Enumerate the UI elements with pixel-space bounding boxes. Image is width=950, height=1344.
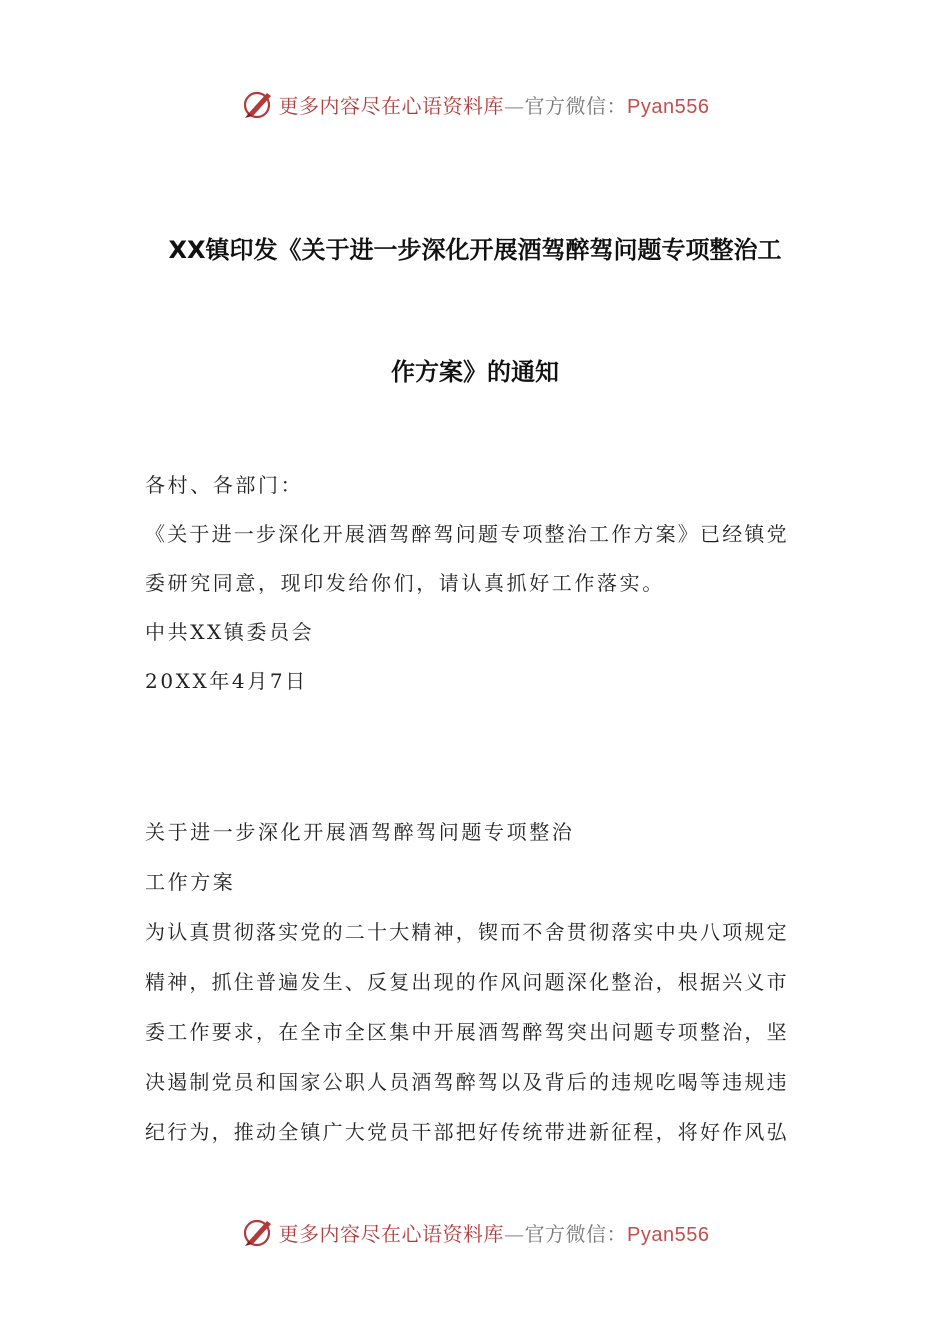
- banner-separator: —: [504, 1221, 525, 1246]
- banner-wechat-id: Pyan556: [627, 1223, 710, 1246]
- banner-text-group: [279, 90, 710, 119]
- banner-text-group: [279, 1218, 710, 1247]
- document-title-line-1: XX镇印发《关于进一步深化开展酒驾醉驾问题专项整治工: [168, 236, 782, 264]
- plan-body-line-1: 为认真贯彻落实党的二十大精神，锲而不舍贯彻落实中央八项规定: [145, 920, 789, 944]
- pen-logo-icon: [241, 1215, 275, 1249]
- plan-heading-line-1: 关于进一步深化开展酒驾醉驾问题专项整治: [145, 820, 575, 844]
- notice-signature: 中共XX镇委员会: [145, 620, 315, 644]
- notice-date: 20XX年4月7日: [145, 669, 308, 693]
- banner-slogan: 更多内容尽在心语资料库: [278, 1221, 505, 1246]
- plan-heading-line-2: 工作方案: [145, 870, 236, 894]
- document-title-line-2: 作方案》的通知: [391, 358, 559, 386]
- banner-separator: —: [504, 93, 525, 118]
- header-banner: [0, 84, 950, 124]
- plan-body-line-2: 精神，抓住普遍发生、反复出现的作风问题深化整治，根据兴义市: [145, 970, 789, 994]
- footer-banner: [0, 1212, 950, 1252]
- banner-wechat-label: 官方微信：: [524, 93, 628, 118]
- notice-body-line-1: 《关于进一步深化开展酒驾醉驾问题专项整治工作方案》已经镇党: [145, 522, 789, 546]
- plan-body-line-5: 纪行为，推动全镇广大党员干部把好传统带进新征程，将好作风弘: [145, 1120, 789, 1144]
- banner-wechat-id: Pyan556: [627, 95, 710, 118]
- plan-body-line-3: 委工作要求，在全市全区集中开展酒驾醉驾突出问题专项整治，坚: [145, 1020, 789, 1044]
- notice-body-line-2: 委研究同意，现印发给你们，请认真抓好工作落实。: [145, 571, 665, 595]
- banner-slogan: 更多内容尽在心语资料库: [278, 93, 505, 118]
- plan-body-line-4: 决遏制党员和国家公职人员酒驾醉驾以及背后的违规吃喝等违规违: [145, 1070, 789, 1094]
- pen-logo-icon: [241, 87, 275, 121]
- notice-salutation: 各村、各部门：: [145, 473, 304, 497]
- banner-wechat-label: 官方微信：: [524, 1221, 628, 1246]
